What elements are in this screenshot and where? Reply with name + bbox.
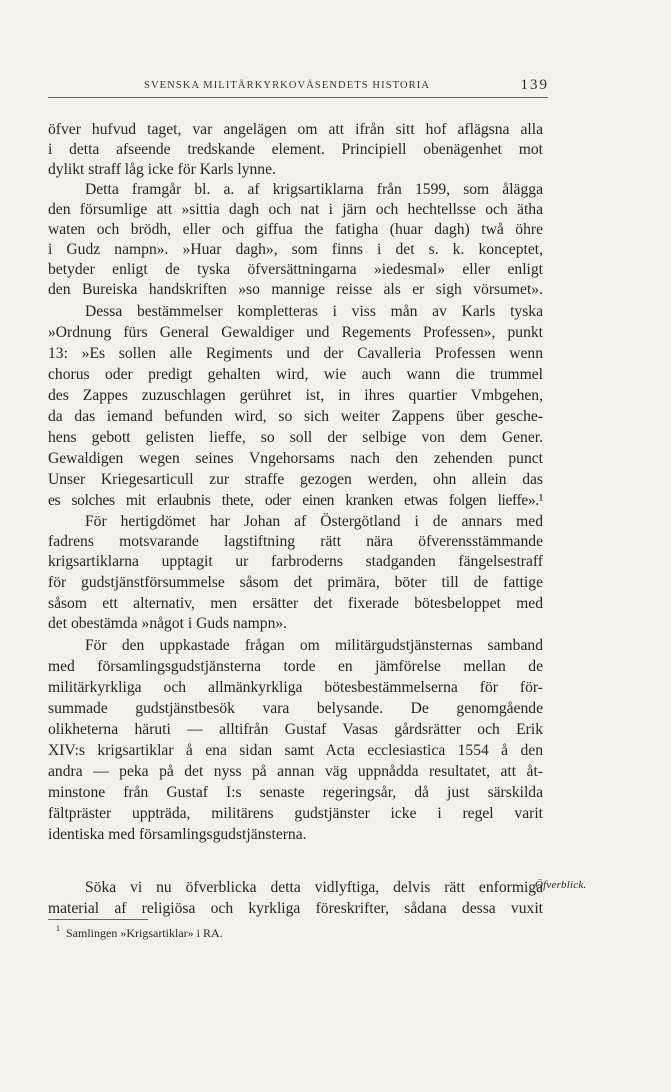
footnote-mark: 1	[56, 924, 60, 933]
text-line: da das iemand befunden wird, so sich weiter Zappens über gesche-	[48, 408, 543, 425]
text-line: es solches mit erlaubnis thete, oder einen kranken etwas folgen lieffe».¹	[48, 492, 543, 509]
text-line: i Gudz nampn». »Huar dagh», som finns i det s. k. konceptet,	[48, 241, 543, 258]
text-line: krigsartiklarna upptagit ur farbroderns stadganden fängelsestraff	[48, 553, 543, 570]
paragraph-start: För den uppkastade frågan om militärgudstjänsternas samband	[85, 637, 543, 654]
page-number: 139	[520, 77, 549, 93]
text-line: XIV:s krigsartiklar å ena sidan samt Acta ecclesiastica 1554 å den	[48, 742, 543, 759]
text-line: det obestämda »något i Guds nampn».	[48, 615, 288, 632]
text-line: chorus oder predigt gehalten wird, wie auch wann die trummel	[48, 366, 543, 383]
text-line: »Ordnung fürs General Gewaldiger und Regements Professen», punkt	[48, 324, 543, 341]
margin-note: Öfverblick.	[535, 879, 587, 891]
text-line: militärkyrkliga och allmänkyrkliga bötesbestämmelserna för för-	[48, 679, 543, 696]
text-line: den försumlige att »sittia dagh och nat i järn och hechtellsse och ätha	[48, 201, 543, 218]
text-line: Unser Kriegesarticull zur straffe gezogen werden, ohn allein das	[48, 471, 543, 488]
text-line: andra — peka på det nyss på annan väg uppnådda resultatet, att åt-	[48, 763, 543, 780]
footnote-rule	[48, 919, 148, 920]
text-line: fadrens motsvarande lagstiftning rätt nära öfverensstämmande	[48, 533, 543, 550]
paragraph-start: Söka vi nu öfverblicka detta vidlyftiga, delvis rätt enformiga	[85, 879, 543, 896]
text-line: den Bureiska handskriften »so mannige reisse als er sigh vörsumet».	[48, 281, 543, 298]
text-line: i detta afseende tredskande element. Principiell obenägenhet mot	[48, 141, 543, 158]
text-line: olikheterna häruti — alltifrån Gustaf Vasas gårdsrätter och Erik	[48, 721, 543, 738]
text-line: betyder enligt de tyska öfversättningarna »iedesmal» eller enligt	[48, 261, 543, 278]
text-line: waten och brödh, eller och giffua the fatigha (huar dagh) twå öhre	[48, 221, 543, 238]
text-line: minstone från Gustaf I:s senaste regeringsår, då just särskilda	[48, 784, 543, 801]
page-header	[48, 77, 548, 97]
text-line: för gudstjänstförsummelse såsom det primära, böter till de fattige	[48, 574, 543, 591]
header-rule	[48, 97, 548, 98]
text-line: hens gebott gelisten lieffe, so soll der selbige von dem Gener.	[48, 429, 543, 446]
text-line: Gewaldigen wegen seines Vngehorsams nach den zehenden punct	[48, 450, 543, 467]
running-head: SVENSKA MILITÄRKYRKOVÄSENDETS HISTORIA	[144, 80, 431, 91]
text-line: fältpräster uppträda, militärens gudstjänster icke i regel varit	[48, 805, 543, 822]
text-line: dylikt straff låg icke för Karls lynne.	[48, 161, 276, 178]
paragraph-start: Detta framgår bl. a. af krigsartiklarna från 1599, som ålägga	[85, 181, 543, 198]
text-line: 13: »Es sollen alle Regiments und der Cavalleria Professen wenn	[48, 345, 543, 362]
paragraph-start: För hertigdömet har Johan af Östergötland i de annars med	[85, 513, 543, 530]
text-line: summade gudstjänstbesök vara belysande. De genomgående	[48, 700, 543, 717]
paragraph-start: Dessa bestämmelser kompletteras i viss mån av Karls tyska	[85, 303, 543, 320]
footnote: Samlingen »Krigsartiklar» i RA.	[66, 926, 223, 940]
text-line: material af religiösa och kyrkliga föreskrifter, sådana dessa vuxit	[48, 900, 543, 917]
text-line: såsom ett alternativ, men ersätter det fixerade bötesbeloppet med	[48, 595, 543, 612]
text-line: des Zappes zuzuschlagen gerühret ist, in ihres quartier Vmbgehen,	[48, 387, 543, 404]
text-line: öfver hufvud taget, var angelägen om att ifrån sitt hof aflägsna alla	[48, 121, 543, 138]
text-line: identiska med församlingsgudstjänsterna.	[48, 826, 307, 843]
text-line: med församlingsgudstjänsterna torde en jämförelse mellan de	[48, 658, 543, 675]
